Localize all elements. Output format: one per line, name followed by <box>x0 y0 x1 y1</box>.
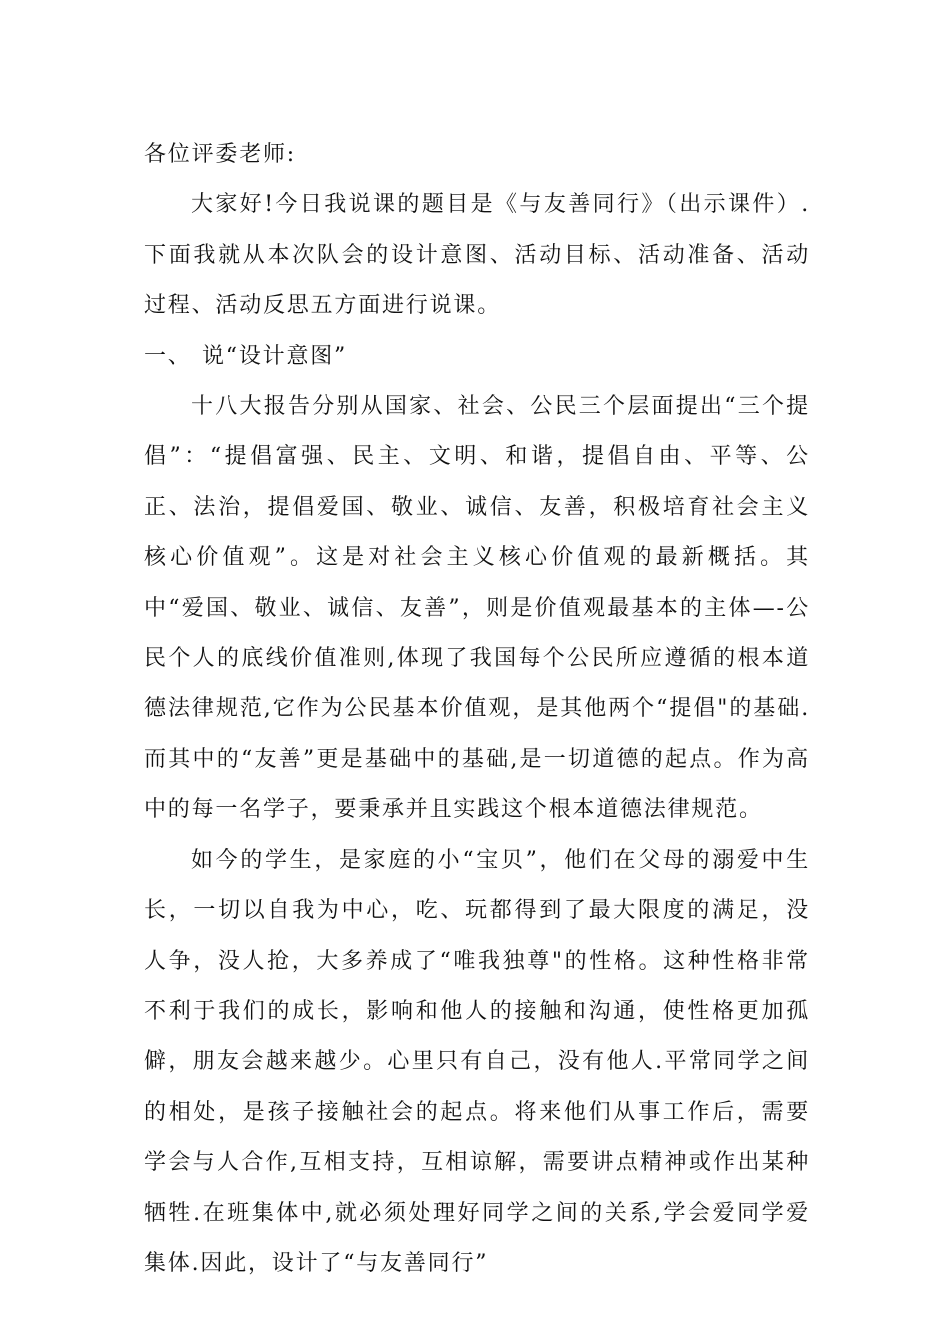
body-paragraph: 十八大报告分别从国家、社会、公民三个层面提出“三个提倡”：“提倡富强、民主、文明、和谐，提倡自由、平等、公正、法治，提倡爱国、敬业、诚信、友善，积极培育社会主义核心价值观”。这是对社会主义核心价值观的最新概括。其中“爱国、敬业、诚信、友善”，则是价值观最基本的主体—-公民个人的底线价值准则,体现了我国每个公民所应遵循的根本道德法律规范,它作为公民基本价值观，是其他两个“提倡"的基础.而其中的“友善”更是基础中的基础,是一切道德的起点。作为高中的每一名学子，要秉承并且实践这个根本道德法律规范。 <box>144 394 810 823</box>
intro-paragraph: 大家好!今日我说课的题目是《与友善同行》（出示课件）.下面我就从本次队会的设计意图、活动目标、活动准备、活动过程、活动反思五方面进行说课。 <box>144 192 810 319</box>
section-title: 说“设计意图” <box>202 343 348 369</box>
body-paragraph: 如今的学生，是家庭的小“宝贝”，他们在父母的溺爱中生长，一切以自我为中心，吃、玩都得到了最大限度的满足，没人争，没人抢，大多养成了“唯我独尊"的性格。这种性格非常不利于我们的成长，影响和他人的接触和沟通，使性格更加孤僻，朋友会越来越少。心里只有自己，没有他人.平常同学之间的相处，是孩子接触社会的起点。将来他们从事工作后，需要学会与人合作,互相支持，互相谅解，需要讲点精神或作出某种牺牲.在班集体中,就必须处理好同学之间的关系,学会爱同学爱集体.因此，设计了“与友善同行” <box>144 847 810 1276</box>
section-heading <box>144 332 810 382</box>
section-number: 一、 <box>144 343 192 369</box>
salutation: 各位评委老师: <box>144 142 297 167</box>
document-body <box>144 130 810 1289</box>
